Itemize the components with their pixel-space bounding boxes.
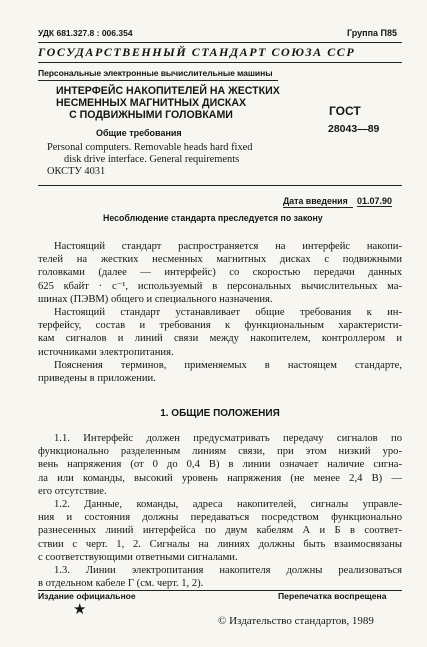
udk-code: УДК 681.327.8 : 006.354 [38,28,133,38]
text-line: Пояснения терминов, применяемых в настоящем стандарте, [54,360,402,371]
intro-date-label: Дата введения [283,196,348,206]
title-line: НЕСМЕННЫХ МАГНИТНЫХ ДИСКАХ [56,97,247,109]
text-line: шинах (ПЭВМ) общего и специального назначения. [38,293,273,305]
clause-1-2 [38,498,402,564]
text-line: ствии с черт. 1, 2. Сигналы на линиях должны быть взаимосвязаны [38,538,402,550]
group-code: Группа П85 [347,28,398,38]
gost-label: ГОСТ [329,104,361,118]
text-line: терфейсу, состав и требования к функциональным характеристи- [38,320,402,332]
text-line: функционально разделенным линиям связи, при этом низкий уро- [38,446,402,458]
okstu-code: ОКСТУ 4031 [47,166,106,177]
intro-paragraph [38,306,402,359]
text-line: с соответствующими ответными сигналами. [38,551,238,563]
text-line: 1.2. Данные, команды, адреса накопителей, сигналы управле- [54,499,402,510]
text-line: 1.1. Интерфейс должен предусматривать передачу сигналов по [54,433,402,444]
clause-1-1 [38,432,402,498]
reprint-prohibited: Перепечатка воспрещена [278,591,387,601]
category-rule [38,80,278,81]
document-subtitle: Общие требования [96,128,182,138]
title-block-rule [38,185,402,186]
intro-date-value: 01.07.90 [357,196,393,206]
text-line: телей на жестких несменных магнитных дисках с подвижными [38,254,402,266]
official-edition: Издание официальное [38,591,136,601]
text-line: ния и состояния должны передаваться посредством функционально [38,512,402,524]
text-line: 625 кбайт · с⁻¹, используемый в персональных вычислительных ма- [38,280,402,292]
text-line: в отдельном кабеле Г (см. черт. 1, 2). [38,578,204,590]
intro-paragraph [38,359,402,385]
text-line: Настоящий стандарт распространяется на интерфейс накопи- [54,241,402,252]
text-line: головками (далее — интерфейс) со скоростью передачи данных [38,267,402,279]
text-line: разнесенных линий интерфейса по двум кабелям А и Б в соответ- [38,525,402,537]
banner-rule [38,62,402,63]
org-banner: ГОСУДАРСТВЕННЫЙ СТАНДАРТ СОЮЗА ССР [38,45,356,59]
copyright-line: © Издательство стандартов, 1989 [218,615,374,627]
star-icon: ★ [73,602,87,618]
english-title-line: disk drive interface. General requirements [64,154,240,165]
gost-number: 28043—89 [328,123,380,135]
text-line: его отсутствие. [38,485,107,497]
text-line: 1.3. Линии электропитания накопителя должны реализоваться [54,565,402,576]
text-line: приведены в приложении. [38,373,156,385]
text-line: Настоящий стандарт устанавливает общие требования к ин- [54,307,402,318]
text-line: источниками электропитания. [38,346,174,358]
category-line: Персональные электронные вычислительные машины [38,68,273,78]
text-line: вень напряжения (от 0 до 0,4 В) в линии означает наличие сигна- [38,459,402,471]
title-line: С ПОДВИЖНЫМИ ГОЛОВКАМИ [69,109,233,121]
english-title [47,142,252,166]
intro-paragraph [38,240,402,306]
top-rule [38,42,402,43]
title-line: ИНТЕРФЕЙС НАКОПИТЕЛЕЙ НА ЖЕСТКИХ [56,85,280,97]
clause-1-3 [38,564,402,590]
english-title-line: Personal computers. Removable heads hard fixed [47,142,253,153]
document-title [56,85,280,121]
text-line: кам сигналов и линий связи между накопителем, контроллером и [38,333,402,345]
section-heading: 1. ОБЩИЕ ПОЛОЖЕНИЯ [160,408,280,419]
text-line: ла или команды, высокий уровень напряжения (не менее 2,4 В) — [38,472,402,484]
intro-date-rule [283,207,353,208]
law-notice: Несоблюдение стандарта преследуется по закону [103,213,323,223]
